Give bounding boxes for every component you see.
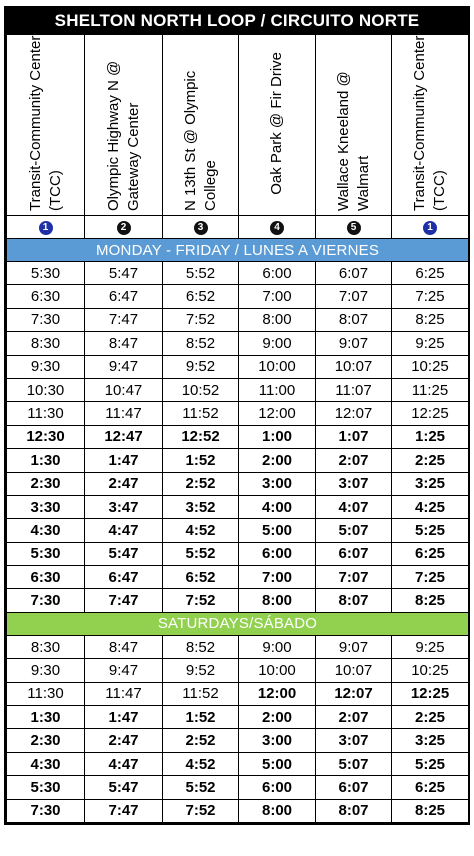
time-cell: 7:52 [163, 308, 239, 331]
time-cell: 6:00 [239, 262, 316, 285]
time-cell: 11:07 [316, 378, 392, 401]
time-cell: 7:07 [316, 285, 392, 308]
time-cell: 8:25 [392, 308, 469, 331]
time-cell: 7:47 [85, 799, 163, 822]
time-cell: 2:07 [316, 449, 392, 472]
time-cell: 1:47 [85, 449, 163, 472]
timetable [6, 34, 469, 823]
time-cell: 12:25 [392, 682, 469, 705]
time-cell: 11:47 [85, 402, 163, 425]
time-cell: 10:00 [239, 659, 316, 682]
stop-name: Transit-Community Center (TCC) [411, 35, 448, 211]
time-cell: 11:30 [7, 682, 85, 705]
time-row [7, 799, 469, 822]
time-cell: 1:00 [239, 425, 316, 448]
stop-number-marker: 4 [270, 221, 284, 235]
time-row [7, 449, 469, 472]
time-cell: 6:47 [85, 566, 163, 589]
time-cell: 8:25 [392, 799, 469, 822]
time-cell: 8:30 [7, 332, 85, 355]
time-cell: 5:47 [85, 262, 163, 285]
stop-number-marker: 3 [194, 221, 208, 235]
time-cell: 7:30 [7, 308, 85, 331]
time-cell: 9:47 [85, 355, 163, 378]
time-row [7, 495, 469, 518]
time-cell: 8:52 [163, 332, 239, 355]
route-title: SHELTON NORTH LOOP / CIRCUITO NORTE [6, 8, 468, 34]
time-cell: 10:25 [392, 659, 469, 682]
time-cell: 7:30 [7, 799, 85, 822]
stop-number-marker: 2 [117, 221, 131, 235]
time-cell: 5:25 [392, 519, 469, 542]
time-cell: 4:30 [7, 752, 85, 775]
time-cell: 2:25 [392, 449, 469, 472]
time-row [7, 308, 469, 331]
saturday-section [7, 612, 469, 822]
time-cell: 4:47 [85, 752, 163, 775]
time-cell: 3:52 [163, 495, 239, 518]
time-row [7, 589, 469, 612]
weekday-section [7, 239, 469, 613]
time-cell: 4:52 [163, 752, 239, 775]
time-cell: 10:47 [85, 378, 163, 401]
time-cell: 7:47 [85, 589, 163, 612]
time-cell: 9:00 [239, 332, 316, 355]
time-cell: 12:07 [316, 402, 392, 425]
weekday-band [7, 239, 469, 262]
time-cell: 9:30 [7, 659, 85, 682]
time-cell: 3:00 [239, 729, 316, 752]
time-cell: 11:00 [239, 378, 316, 401]
time-cell: 5:52 [163, 262, 239, 285]
time-cell: 6:25 [392, 262, 469, 285]
time-cell: 1:25 [392, 425, 469, 448]
time-cell: 8:07 [316, 308, 392, 331]
time-cell: 6:00 [239, 776, 316, 799]
time-cell: 7:00 [239, 285, 316, 308]
time-cell: 6:07 [316, 542, 392, 565]
time-cell: 9:07 [316, 635, 392, 658]
time-cell: 9:25 [392, 332, 469, 355]
time-cell: 1:47 [85, 706, 163, 729]
stop-header [7, 35, 85, 216]
time-cell: 12:52 [163, 425, 239, 448]
time-cell: 12:25 [392, 402, 469, 425]
time-cell: 8:30 [7, 635, 85, 658]
time-cell: 2:30 [7, 729, 85, 752]
time-cell: 9:30 [7, 355, 85, 378]
time-row [7, 635, 469, 658]
time-cell: 11:25 [392, 378, 469, 401]
time-cell: 10:52 [163, 378, 239, 401]
time-cell: 6:30 [7, 285, 85, 308]
time-cell: 4:07 [316, 495, 392, 518]
stop-header-row [7, 35, 469, 216]
time-cell: 4:00 [239, 495, 316, 518]
time-cell: 5:47 [85, 542, 163, 565]
time-cell: 8:00 [239, 589, 316, 612]
time-row [7, 776, 469, 799]
time-cell: 7:30 [7, 589, 85, 612]
stop-header [316, 35, 392, 216]
stop-name: Olympic Highway N @ Gateway Center [104, 60, 142, 211]
time-cell: 5:30 [7, 542, 85, 565]
time-cell: 1:30 [7, 449, 85, 472]
time-cell: 8:00 [239, 308, 316, 331]
time-cell: 5:52 [163, 542, 239, 565]
time-cell: 11:47 [85, 682, 163, 705]
time-cell: 10:07 [316, 355, 392, 378]
time-row [7, 752, 469, 775]
time-cell: 7:52 [163, 799, 239, 822]
time-row [7, 425, 469, 448]
time-cell: 11:52 [163, 402, 239, 425]
stop-number-marker: 1 [423, 221, 437, 235]
time-cell: 3:25 [392, 729, 469, 752]
time-cell: 6:25 [392, 776, 469, 799]
time-row [7, 729, 469, 752]
stop-name: Transit-Community Center (TCC) [26, 35, 64, 211]
time-cell: 4:52 [163, 519, 239, 542]
stop-header [392, 35, 469, 216]
time-cell: 6:07 [316, 776, 392, 799]
schedule-sheet [4, 6, 470, 825]
time-row [7, 378, 469, 401]
stop-number-marker: 5 [347, 221, 361, 235]
time-cell: 2:07 [316, 706, 392, 729]
time-cell: 1:07 [316, 425, 392, 448]
stop-number-row [7, 216, 469, 239]
time-cell: 4:47 [85, 519, 163, 542]
time-cell: 9:07 [316, 332, 392, 355]
time-cell: 8:00 [239, 799, 316, 822]
time-cell: 12:07 [316, 682, 392, 705]
time-cell: 11:30 [7, 402, 85, 425]
time-row [7, 659, 469, 682]
time-cell: 1:52 [163, 449, 239, 472]
time-cell: 5:47 [85, 776, 163, 799]
stop-header [85, 35, 163, 216]
time-cell: 8:07 [316, 799, 392, 822]
time-cell: 10:00 [239, 355, 316, 378]
time-cell: 8:25 [392, 589, 469, 612]
time-cell: 5:07 [316, 752, 392, 775]
time-cell: 5:00 [239, 752, 316, 775]
time-row [7, 402, 469, 425]
time-cell: 12:00 [239, 682, 316, 705]
time-cell: 10:30 [7, 378, 85, 401]
time-cell: 12:00 [239, 402, 316, 425]
time-cell: 4:30 [7, 519, 85, 542]
saturday-label: SATURDAYS/SÁBADO [7, 612, 469, 635]
time-cell: 6:25 [392, 542, 469, 565]
saturday-band [7, 612, 469, 635]
stop-number-marker: 1 [39, 221, 53, 235]
time-cell: 4:25 [392, 495, 469, 518]
time-cell: 1:30 [7, 706, 85, 729]
time-row [7, 542, 469, 565]
time-cell: 12:47 [85, 425, 163, 448]
time-cell: 12:30 [7, 425, 85, 448]
time-cell: 8:47 [85, 635, 163, 658]
time-cell: 5:00 [239, 519, 316, 542]
time-cell: 2:30 [7, 472, 85, 495]
time-cell: 9:52 [163, 659, 239, 682]
time-cell: 11:52 [163, 682, 239, 705]
time-cell: 7:25 [392, 285, 469, 308]
time-row [7, 262, 469, 285]
time-cell: 9:00 [239, 635, 316, 658]
time-cell: 2:00 [239, 706, 316, 729]
time-cell: 3:00 [239, 472, 316, 495]
time-cell: 7:47 [85, 308, 163, 331]
time-cell: 2:52 [163, 472, 239, 495]
time-row [7, 706, 469, 729]
time-cell: 2:47 [85, 472, 163, 495]
stop-name: Oak Park @ Fir Drive [268, 51, 285, 195]
time-cell: 7:52 [163, 589, 239, 612]
time-cell: 6:07 [316, 262, 392, 285]
time-cell: 3:30 [7, 495, 85, 518]
time-cell: 9:52 [163, 355, 239, 378]
time-cell: 5:30 [7, 776, 85, 799]
time-cell: 6:52 [163, 566, 239, 589]
time-row [7, 682, 469, 705]
time-cell: 6:52 [163, 285, 239, 308]
time-cell: 3:25 [392, 472, 469, 495]
stop-name: Wallace Kneeland @ Walmart [334, 71, 372, 211]
time-cell: 7:25 [392, 566, 469, 589]
time-cell: 7:07 [316, 566, 392, 589]
time-row [7, 472, 469, 495]
time-cell: 8:52 [163, 635, 239, 658]
time-cell: 8:07 [316, 589, 392, 612]
time-row [7, 519, 469, 542]
weekday-label: MONDAY - FRIDAY / LUNES A VIERNES [7, 239, 469, 262]
time-cell: 8:47 [85, 332, 163, 355]
time-row [7, 355, 469, 378]
time-row [7, 332, 469, 355]
time-cell: 5:52 [163, 776, 239, 799]
time-cell: 9:25 [392, 635, 469, 658]
time-cell: 2:52 [163, 729, 239, 752]
stop-name: N 13th St @ Olympic College [181, 70, 219, 211]
time-cell: 2:25 [392, 706, 469, 729]
time-cell: 9:47 [85, 659, 163, 682]
stop-header [163, 35, 239, 216]
time-cell: 5:07 [316, 519, 392, 542]
stop-header [239, 35, 316, 216]
time-row [7, 285, 469, 308]
time-cell: 10:07 [316, 659, 392, 682]
time-cell: 3:47 [85, 495, 163, 518]
time-cell: 5:25 [392, 752, 469, 775]
time-row [7, 566, 469, 589]
time-cell: 6:00 [239, 542, 316, 565]
time-cell: 7:00 [239, 566, 316, 589]
time-cell: 3:07 [316, 729, 392, 752]
time-cell: 2:47 [85, 729, 163, 752]
time-cell: 3:07 [316, 472, 392, 495]
time-cell: 6:47 [85, 285, 163, 308]
time-cell: 2:00 [239, 449, 316, 472]
time-cell: 5:30 [7, 262, 85, 285]
time-cell: 10:25 [392, 355, 469, 378]
time-cell: 6:30 [7, 566, 85, 589]
time-cell: 1:52 [163, 706, 239, 729]
